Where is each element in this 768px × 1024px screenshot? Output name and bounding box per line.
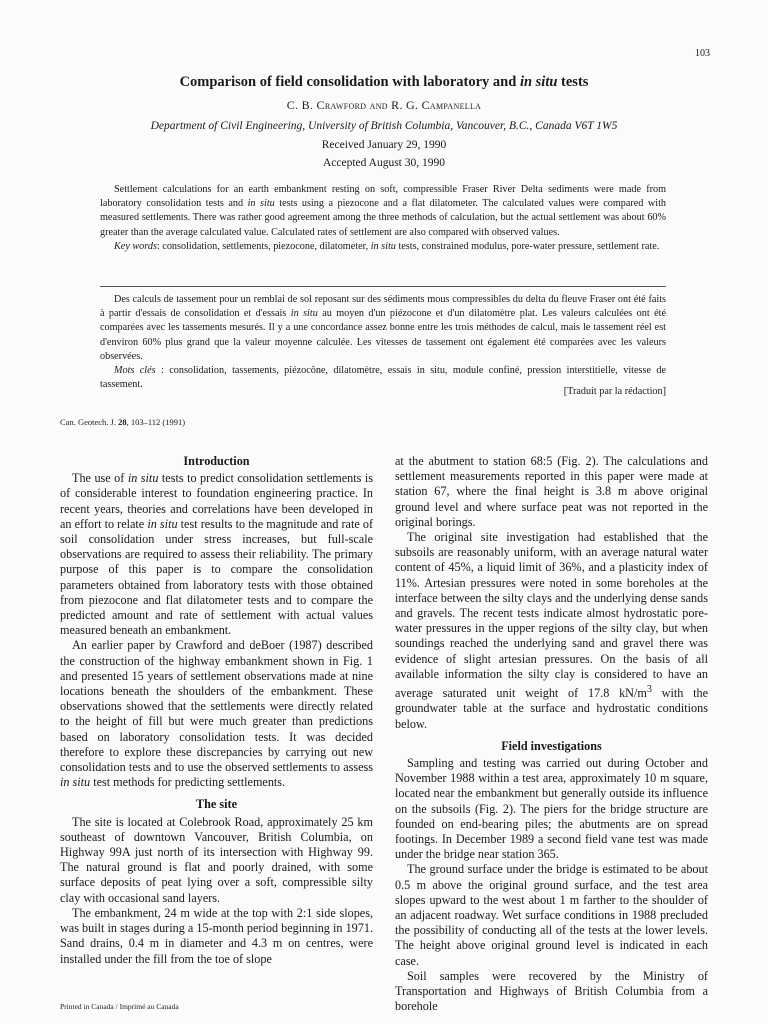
intro-paragraph-2 (60, 638, 373, 790)
section-heading-the-site: The site (196, 797, 237, 812)
mots-cles-text: : consolidation, tassements, piézocône, dilatomètre, essais in situ, module confiné, pression interstitielle, vitesse de tassement. (100, 365, 666, 391)
translation-credit: [Traduit par la rédaction] (563, 386, 666, 397)
section-heading-field-investigations: Field investigations (501, 738, 602, 753)
intro-p2-italic: in situ (60, 775, 91, 790)
journal-citation (60, 417, 185, 427)
keywords-label: Key words (114, 240, 157, 252)
abstract-french (100, 293, 666, 392)
accepted-date: Accepted August 30, 1990 (322, 157, 445, 169)
abstract-en-keywords (100, 240, 666, 254)
abstract-en-text-b: tests using a piezocone and a flat dilatometer. The calculated values were compared with measured settlements. There was rather good agreement among the three methods of calculation, but the actual settlement was about 60% greater than the average calculated value. Calculated rates of settlement are also compared with observed values. (100, 198, 667, 238)
title-main: Comparison of field consolidation with laboratory and (179, 74, 520, 90)
right-column (395, 454, 708, 1014)
intro-paragraph-1 (60, 471, 373, 638)
intro-p1-c: test results to the magnitude and rate of soil consolidation under stress increases, but full-scale observations are required to assess their reliability. The primary purpose of this paper is to compare the consolidation parameters obtained from laboratory tests with those obtained from piezocone and flat dilatometer tests and to compare the predicted amount and rate of settlement with actual values measured beneath an embankment. (60, 516, 374, 638)
keywords-text-b: tests, constrained modulus, pore-water pressure, settlement rate. (395, 240, 660, 252)
intro-p1-italic-2: in situ (147, 516, 178, 531)
intro-p2-b: test methods for predicting settlements. (90, 775, 286, 790)
intro-p1-italic: in situ (127, 471, 159, 486)
mots-cles-label: Mots clés (114, 365, 156, 377)
intro-p1-a: The use of (72, 471, 128, 486)
authors: C. B. Crawford and R. G. Campanella (286, 98, 482, 112)
unit-superscript: 3 (646, 684, 652, 696)
printed-in-footer: Printed in Canada / Imprimé au Canada (60, 1002, 179, 1011)
intro-p1-b: tests to predict consolidation settlements is of considerable interest to foundation engineering practice. In recent years, theories and correlations have been developed in an effort to relate (60, 471, 373, 531)
field-paragraph-3: Soil samples were recovered by the Ministry of Transportation and Highways of British Columbia from a borehole (395, 968, 708, 1014)
received-date: Received January 29, 1990 (321, 139, 447, 151)
intro-p2-a: An earlier paper by Crawford and deBoer (1987) described the construction of the highway embankment shown in Fig. 1 and presented 15 years of settlement observations made at nine locations beneath the shoulders of the embankment. These observations showed that the settlements were directly related to the height of fill but were much greater than predictions based on laboratory consolidation tests. It was decided therefore to explore these discrepancies by carrying out new consolidation tests and to use the observed settlements to assess (60, 638, 373, 775)
abstract-en-text-a: Settlement calculations for an earth embankment resting on soft, compressible Fraser River Delta sediments were made from laboratory consolidation tests and (100, 184, 666, 210)
site-paragraph-4 (395, 530, 708, 732)
citation-pages: , 103–112 (1991) (126, 417, 186, 427)
abstract-fr-text-b: au moyen d'un piézocone et d'un dilatomètre plat. Les valeurs calculées ont été comparées avec les tassements mesurés. Il y a une concordance assez bonne entre les trois méthodes de calcul, mais le tassement réel est d'environ 60% plus grand que la valeur moyenne calculée. Les vitesses de tassement ont également été comparées avec les valeurs observées. (100, 308, 666, 362)
keywords-text-a: : consolidation, settlements, piezocone, dilatometer, (156, 240, 371, 252)
abstract-en-italic: in situ (247, 198, 275, 210)
abstract-fr-body (100, 293, 666, 364)
abstract-fr-italic: in situ (290, 308, 318, 320)
site-paragraph-3: at the abutment to station 68:5 (Fig. 2). The calculations and settlement measurements reported in this paper were made at station 67, where the final height is 3.8 m above original ground level and where surface peat was not reported in the original borings. (395, 454, 708, 529)
page-number: 103 (695, 48, 710, 59)
paper-title (0, 74, 768, 91)
citation-journal: Can. Geotech. J. (60, 417, 119, 427)
section-heading-introduction: Introduction (183, 454, 250, 468)
affiliation: Department of Civil Engineering, University of British Columbia, Vancouver, B.C., Canada V6T 1W5 (150, 120, 618, 132)
keywords-italic: in situ (370, 240, 396, 252)
site-p4-end: with the groundwater table at the surface and hydrostatic conditions below. (395, 686, 708, 731)
site-paragraph-1: The site is located at Colebrook Road, approximately 25 km southeast of downtown Vancouver, British Columbia, on Highway 99A just north of its intersection with Highway 99. The natural ground is flat and poorly drained, with some surface deposits of peat lying over a soft, compressible silty clay with occasional sand layers. (60, 814, 373, 905)
site-paragraph-2: The embankment, 24 m wide at the top with 2:1 side slopes, was built in stages during a 15-month period beginning in 1971. Sand drains, 0.4 m in diameter and 4.3 m on centres, were installed under the fill from the toe of slope (60, 905, 373, 966)
field-paragraph-2: The ground surface under the bridge is estimated to be about 0.5 m above the original ground surface, and the test area slopes upward to the west about 1 m farther to the shoulder of an adjacent roadway. Wet surface conditions in 1988 precluded the possibility of conducting all of the tests at the lower levels. The height above original ground level is indicated in each case. (395, 862, 708, 968)
abstract-english (100, 183, 666, 254)
abstract-divider (100, 286, 666, 287)
left-column (60, 454, 373, 967)
title-end: tests (557, 74, 589, 90)
abstract-fr-text-a: Des calculs de tassement pour un remblai de sol reposant sur des sédiments mous compressibles du delta du fleuve Fraser ont été faits à partir d'essais de consolidation et d'essais (100, 294, 666, 320)
field-paragraph-1: Sampling and testing was carried out during October and November 1988 within a test area, approximately 10 m square, located near the embankment but generally outside its influence on the subsoils (Fig. 2). The piers for the bridge structure are founded on end-bearing piles; the abutments are on spread footings. In December 1989 a second field vane test was made under the bridge near station 365. (395, 755, 708, 862)
title-italic: in situ (519, 74, 558, 90)
citation-volume: 28 (118, 417, 127, 427)
abstract-en-body (100, 183, 666, 240)
site-p4-text: The original site investigation had established that the subsoils are reasonably uniform, with an average natural water content of 45%, a liquid limit of 36%, and a plasticity index of 11%. Artesian pressures were noted in some boreholes at the interface between the silty clays and the underlying dense sands and gravels. The recent tests indicate almost hydrostatic pore-water pressures in the upper regions of the silty clay, but when soundings reached the underlying sand and gravel there was evidence of slight artesian pressures. On the basis of all available information the silty clay is considered to have an average saturated unit weight of 17.8 kN/m (395, 530, 708, 701)
